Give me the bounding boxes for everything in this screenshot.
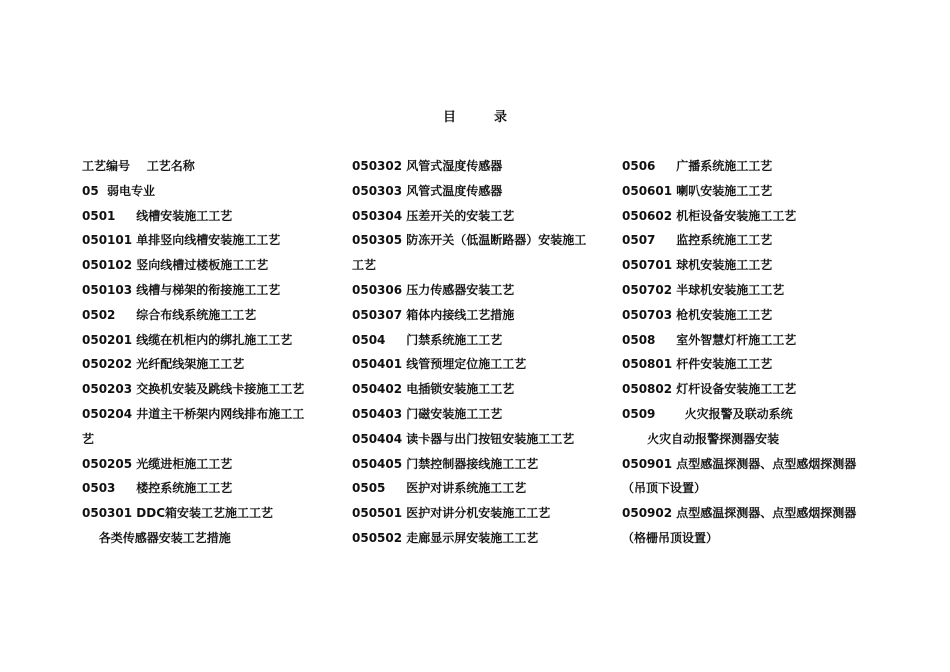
toc-entry: 050405 门禁控制器接线施工工艺 — [352, 456, 539, 471]
toc-entry: （格栅吊顶设置） — [622, 530, 719, 545]
toc-entry: 050303 风管式温度传感器 — [352, 183, 503, 198]
toc-entry: 050702 半球机安装施工工艺 — [622, 282, 785, 297]
toc-entry: 各类传感器安装工艺措施 — [82, 530, 231, 545]
toc-entry: 050202 光纤配线架施工工艺 — [82, 357, 245, 372]
toc-entry: 0503 楼控系统施工工艺 — [82, 481, 233, 496]
toc-entry: 050902 点型感温探测器、点型感烟探测器 — [622, 506, 857, 521]
toc-entry: 050501 医护对讲分机安装施工工艺 — [352, 506, 551, 521]
toc-entry: 火灾自动报警探测器安装 — [622, 431, 780, 446]
toc-entry: 050601 喇叭安装施工工艺 — [622, 183, 773, 198]
toc-entry: 050301 DDC箱安装工艺施工工艺 — [82, 506, 274, 521]
toc-entry: 050602 机柜设备安装施工工艺 — [622, 208, 797, 223]
toc-column-1 — [82, 154, 337, 551]
toc-entry: 050502 走廊显示屏安装施工工艺 — [352, 530, 539, 545]
toc-entry: 050102 竖向线槽过楼板施工工艺 — [82, 258, 269, 273]
toc-entry: 0508 室外智慧灯杆施工工艺 — [622, 332, 797, 347]
toc-entry: 050404 读卡器与出门按钮安装施工工艺 — [352, 431, 575, 446]
toc-entry: 050205 光缆进柜施工工艺 — [82, 456, 233, 471]
toc-entry: 050201 线缆在机柜内的绑扎施工工艺 — [82, 332, 293, 347]
toc-entry: 050401 线管预埋定位施工工艺 — [352, 357, 527, 372]
toc-entry: 050306 压力传感器安装工艺 — [352, 282, 515, 297]
toc-entry: 050305 防冻开关（低温断路器）安装施工 — [352, 233, 587, 248]
toc-entry: 050701 球机安装施工工艺 — [622, 258, 773, 273]
title-char-left: 目 — [442, 110, 456, 125]
toc-entry: 050901 点型感温探测器、点型感烟探测器 — [622, 456, 857, 471]
toc-entry: 050302 风管式湿度传感器 — [352, 159, 503, 173]
toc-entry: 050204 井道主干桥架内网线排布施工工 — [82, 406, 305, 421]
toc-entry: 0502 综合布线系统施工工艺 — [82, 307, 257, 322]
toc-entry: 0504 门禁系统施工工艺 — [352, 332, 503, 347]
toc-entry: 050101 单排竖向线槽安装施工工艺 — [82, 233, 281, 248]
toc-entry: 艺 — [82, 431, 95, 446]
toc-entry: 050203 交换机安装及跳线卡接施工工艺 — [82, 382, 305, 397]
toc-entry: 050304 压差开关的安装工艺 — [352, 208, 515, 223]
toc-column-3 — [622, 154, 887, 551]
toc-entry: 050801 杆件安装施工工艺 — [622, 357, 773, 372]
page-title — [0, 106, 950, 125]
toc-header: 工艺编号 工艺名称 — [82, 159, 195, 173]
toc-entry: 050402 电插锁安装施工工艺 — [352, 382, 515, 397]
toc-entry: 050703 枪机安装施工工艺 — [622, 307, 773, 322]
toc-entry: 050103 线槽与梯架的衔接施工工艺 — [82, 282, 281, 297]
toc-entry: 0501 线槽安装施工工艺 — [82, 208, 233, 223]
title-char-right: 录 — [494, 110, 508, 125]
toc-entry: 工艺 — [352, 258, 377, 273]
toc-entry: 050802 灯杆设备安装施工工艺 — [622, 382, 797, 397]
toc-entry: 0509 火灾报警及联动系统 — [622, 406, 793, 421]
toc-entry: 05 弱电专业 — [82, 183, 156, 198]
toc-entry: 0505 医护对讲系统施工工艺 — [352, 481, 527, 496]
toc-entry: 0506 广播系统施工工艺 — [622, 159, 773, 173]
toc-entry: 0507 监控系统施工工艺 — [622, 233, 773, 248]
toc-entry: 050403 门磁安装施工工艺 — [352, 406, 503, 421]
toc-column-2 — [352, 154, 607, 551]
toc-entry: （吊顶下设置） — [622, 481, 707, 496]
toc-entry: 050307 箱体内接线工艺措施 — [352, 307, 515, 322]
